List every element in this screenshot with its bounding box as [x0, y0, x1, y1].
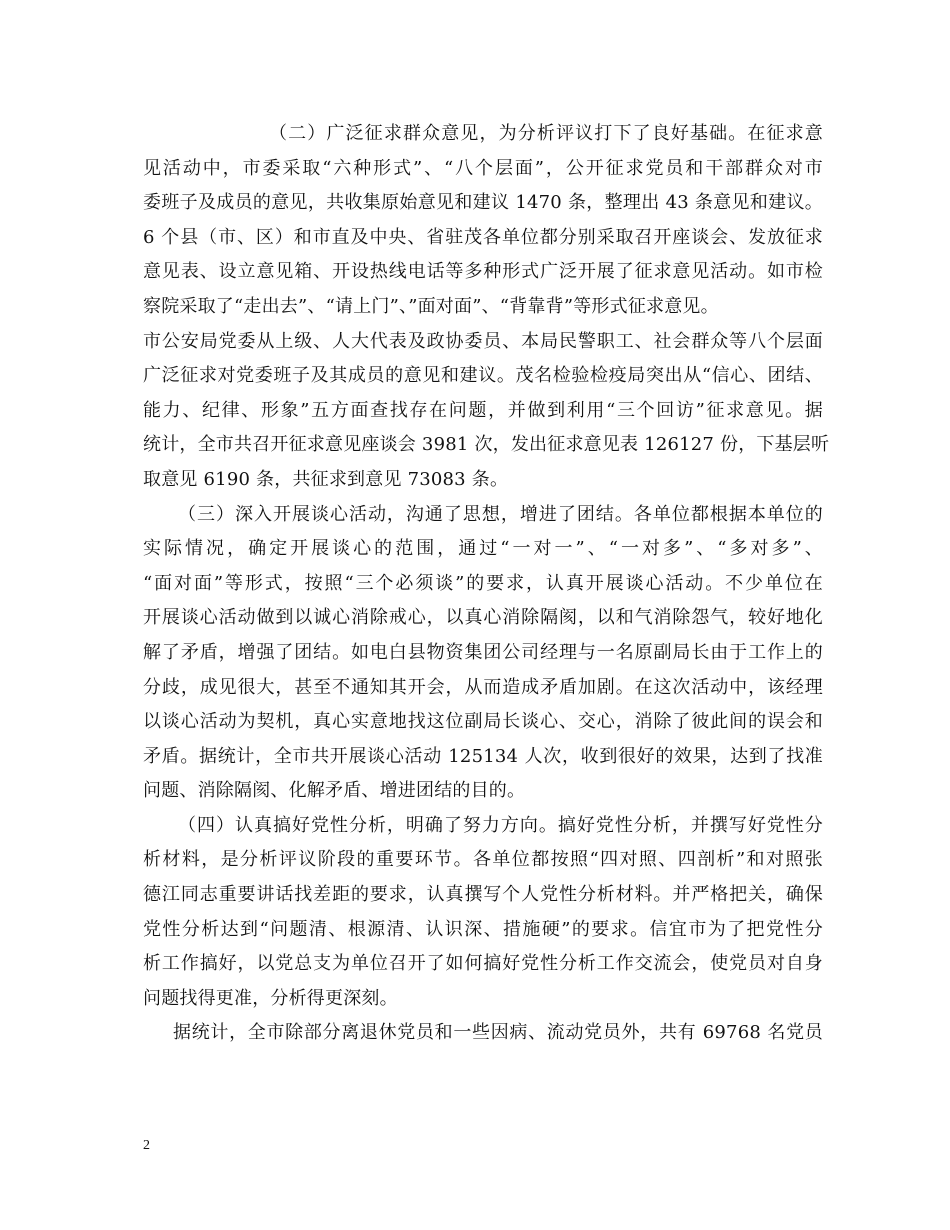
- page-number: 2: [143, 1138, 150, 1153]
- document-body: [143, 117, 830, 1051]
- text-line: 问题、消除隔阂、化解矛盾、增进团结的目的。: [143, 780, 526, 802]
- text-line: 析工作搞好，以党总支为单位召开了如何搞好党性分析工作交流会，使党员对自身: [143, 953, 823, 975]
- text-line: 问题找得更准，分析得更深刻。: [143, 987, 398, 1009]
- text-line: 见活动中，市委采取“六种形式”、“八个层面”，公开征求党员和干部群众对市: [143, 157, 823, 179]
- text-line: 委班子及成员的意见，共收集原始意见和建议 1470 条，整理出 43 条意见和建议。: [143, 192, 823, 214]
- text-line: 取意见 6190 条，共征求到意见 73083 条。: [143, 468, 509, 490]
- text-line: 析材料，是分析评议阶段的重要环节。各单位都按照“四对照、四剖析”和对照张: [143, 849, 823, 871]
- text-line: 意见表、设立意见箱、开设热线电话等多种形式广泛开展了征求意见活动。如市检: [143, 261, 823, 283]
- text-line: 德江同志重要讲话找差距的要求，认真撰写个人党性分析材料。并严格把关，确保: [143, 884, 823, 906]
- text-line: “面对面”等形式，按照“三个必须谈”的要求，认真开展谈心活动。不少单位在: [143, 572, 823, 594]
- text-line: 矛盾。据统计，全市共开展谈心活动 125134 人次，收到很好的效果，达到了找准: [143, 745, 823, 767]
- text-line: 解了矛盾，增强了团结。如电白县物资集团公司经理与一名原副局长由于工作上的: [143, 641, 823, 663]
- text-line: 能力、纪律、形象”五方面查找存在问题，并做到利用“三个回访”征求意见。据: [143, 399, 823, 421]
- text-line: 实际情况，确定开展谈心的范围，通过“一对一”、“一对多”、“多对多”、: [143, 538, 823, 560]
- text-line: （三）深入开展谈心活动，沟通了思想，增进了团结。各单位都根据本单位的: [178, 503, 823, 525]
- text-line: 6 个县（市、区）和市直及中央、省驻茂各单位都分别采取召开座谈会、发放征求: [143, 226, 823, 248]
- text-line: 分歧，成见很大，甚至不通知其开会，从而造成矛盾加剧。在这次活动中，该经理: [143, 676, 823, 698]
- text-line: （四）认真搞好党性分析，明确了努力方向。搞好党性分析，并撰写好党性分: [178, 814, 823, 836]
- text-line: （二）广泛征求群众意见，为分析评议打下了良好基础。在征求意: [269, 123, 823, 144]
- text-line: 开展谈心活动做到以诚心消除戒心，以真心消除隔阂，以和气消除怨气，较好地化: [143, 607, 823, 629]
- text-line: 广泛征求对党委班子及其成员的意见和建议。茂名检验检疫局突出从“信心、团结、: [143, 365, 823, 387]
- text-line: 统计，全市共召开征求意见座谈会 3981 次，发出征求意见表 126127 份，下基层听: [143, 434, 830, 456]
- paragraph-2-broad-solicitation: [143, 117, 830, 498]
- paragraph-5-statistics: [143, 1016, 823, 1051]
- paragraph-4-party-analysis: [143, 809, 823, 1017]
- text-line: 察院采取了“走出去”、“请上门”、”面对面”、“背靠背”等形式征求意见。: [143, 295, 719, 317]
- text-line: 以谈心活动为契机，真心实意地找这位副局长谈心、交心，消除了彼此间的误会和: [143, 711, 823, 733]
- text-line: 党性分析达到“问题清、根源清、认识深、措施硬”的要求。信宜市为了把党性分: [143, 918, 823, 940]
- text-line: 据统计，全市除部分离退休党员和一些因病、流动党员外，共有 69768 名党员: [173, 1022, 823, 1044]
- text-line: 市公安局党委从上级、人大代表及政协委员、本局民警职工、社会群众等八个层面: [143, 330, 823, 352]
- paragraph-3-heart-to-heart-talks: [143, 498, 823, 809]
